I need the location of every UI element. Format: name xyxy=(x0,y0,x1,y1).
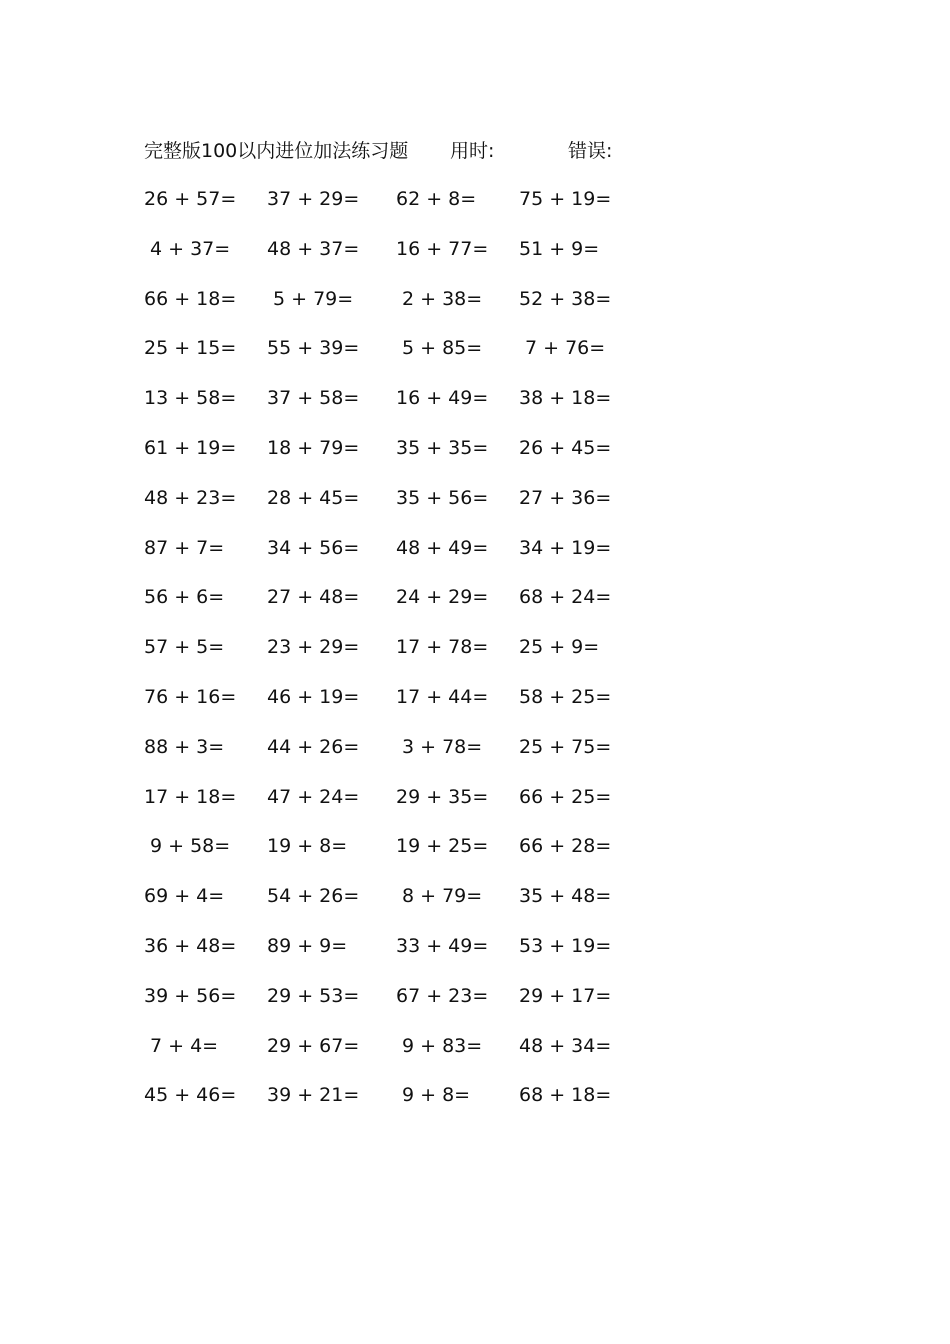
errors-label: 错误: xyxy=(568,140,613,162)
problem-item: 9 + 83= xyxy=(402,1034,483,1057)
problem-item: 87 + 7= xyxy=(144,536,225,559)
problem-item: 13 + 58= xyxy=(144,387,237,410)
problem-row xyxy=(0,832,950,882)
problem-item: 48 + 37= xyxy=(267,237,360,260)
problem-item: 68 + 24= xyxy=(519,586,612,609)
problem-row xyxy=(0,185,950,235)
problem-item: 37 + 58= xyxy=(267,387,360,410)
problem-row xyxy=(0,633,950,683)
problem-row xyxy=(0,534,950,584)
problem-item: 29 + 53= xyxy=(267,984,360,1007)
problem-row xyxy=(0,334,950,384)
problem-item: 19 + 8= xyxy=(267,835,348,858)
problem-row xyxy=(0,583,950,633)
problem-item: 23 + 29= xyxy=(267,636,360,659)
problem-item: 9 + 8= xyxy=(402,1084,471,1107)
worksheet-header xyxy=(0,137,950,165)
problem-item: 66 + 25= xyxy=(519,785,612,808)
problem-row xyxy=(0,932,950,982)
problem-item: 58 + 25= xyxy=(519,685,612,708)
problem-item: 25 + 75= xyxy=(519,735,612,758)
problem-item: 33 + 49= xyxy=(396,934,489,957)
problem-item: 66 + 18= xyxy=(144,287,237,310)
problem-item: 76 + 16= xyxy=(144,685,237,708)
problem-grid xyxy=(0,185,950,1131)
problem-item: 19 + 25= xyxy=(396,835,489,858)
problem-item: 57 + 5= xyxy=(144,636,225,659)
problem-row xyxy=(0,1081,950,1131)
problem-item: 75 + 19= xyxy=(519,188,612,210)
problem-item: 36 + 48= xyxy=(144,934,237,957)
problem-item: 69 + 4= xyxy=(144,885,225,908)
problem-item: 35 + 56= xyxy=(396,486,489,509)
problem-item: 5 + 85= xyxy=(402,337,483,360)
problem-item: 39 + 56= xyxy=(144,984,237,1007)
problem-row xyxy=(0,982,950,1032)
problem-item: 16 + 49= xyxy=(396,387,489,410)
problem-row xyxy=(0,882,950,932)
problem-row xyxy=(0,683,950,733)
problem-item: 52 + 38= xyxy=(519,287,612,310)
problem-item: 51 + 9= xyxy=(519,237,600,260)
problem-row xyxy=(0,235,950,285)
problem-item: 4 + 37= xyxy=(150,237,231,260)
problem-item: 67 + 23= xyxy=(396,984,489,1007)
problem-item: 38 + 18= xyxy=(519,387,612,410)
problem-item: 7 + 4= xyxy=(150,1034,219,1057)
problem-row xyxy=(0,783,950,833)
problem-item: 28 + 45= xyxy=(267,486,360,509)
problem-item: 48 + 23= xyxy=(144,486,237,509)
problem-item: 44 + 26= xyxy=(267,735,360,758)
problem-item: 29 + 35= xyxy=(396,785,489,808)
problem-item: 34 + 19= xyxy=(519,536,612,559)
problem-item: 5 + 79= xyxy=(273,287,354,310)
problem-row xyxy=(0,1032,950,1082)
problem-item: 61 + 19= xyxy=(144,436,237,459)
problem-row xyxy=(0,733,950,783)
problem-item: 17 + 18= xyxy=(144,785,237,808)
problem-item: 7 + 76= xyxy=(525,337,606,360)
problem-item: 3 + 78= xyxy=(402,735,483,758)
problem-item: 9 + 58= xyxy=(150,835,231,858)
problem-item: 25 + 9= xyxy=(519,636,600,659)
problem-item: 26 + 45= xyxy=(519,436,612,459)
problem-item: 29 + 67= xyxy=(267,1034,360,1057)
problem-item: 8 + 79= xyxy=(402,885,483,908)
time-label: 用时: xyxy=(450,140,495,162)
problem-item: 56 + 6= xyxy=(144,586,225,609)
problem-item: 45 + 46= xyxy=(144,1084,237,1107)
problem-item: 68 + 18= xyxy=(519,1084,612,1107)
problem-item: 17 + 44= xyxy=(396,685,489,708)
problem-item: 53 + 19= xyxy=(519,934,612,957)
problem-item: 35 + 48= xyxy=(519,885,612,908)
problem-item: 47 + 24= xyxy=(267,785,360,808)
problem-item: 26 + 57= xyxy=(144,188,237,210)
problem-item: 35 + 35= xyxy=(396,436,489,459)
problem-row xyxy=(0,434,950,484)
problem-item: 48 + 34= xyxy=(519,1034,612,1057)
problem-item: 88 + 3= xyxy=(144,735,225,758)
problem-item: 18 + 79= xyxy=(267,436,360,459)
problem-item: 25 + 15= xyxy=(144,337,237,360)
problem-row xyxy=(0,484,950,534)
problem-item: 37 + 29= xyxy=(267,188,360,210)
problem-item: 24 + 29= xyxy=(396,586,489,609)
problem-item: 66 + 28= xyxy=(519,835,612,858)
problem-item: 2 + 38= xyxy=(402,287,483,310)
problem-item: 39 + 21= xyxy=(267,1084,360,1107)
problem-item: 46 + 19= xyxy=(267,685,360,708)
problem-item: 17 + 78= xyxy=(396,636,489,659)
problem-item: 48 + 49= xyxy=(396,536,489,559)
problem-item: 34 + 56= xyxy=(267,536,360,559)
problem-item: 27 + 48= xyxy=(267,586,360,609)
problem-item: 62 + 8= xyxy=(396,188,477,210)
problem-item: 55 + 39= xyxy=(267,337,360,360)
problem-item: 54 + 26= xyxy=(267,885,360,908)
problem-item: 89 + 9= xyxy=(267,934,348,957)
problem-item: 29 + 17= xyxy=(519,984,612,1007)
problem-item: 27 + 36= xyxy=(519,486,612,509)
problem-row xyxy=(0,384,950,434)
problem-item: 16 + 77= xyxy=(396,237,489,260)
problem-row xyxy=(0,285,950,335)
worksheet-title: 完整版100以内进位加法练习题 xyxy=(144,140,409,162)
